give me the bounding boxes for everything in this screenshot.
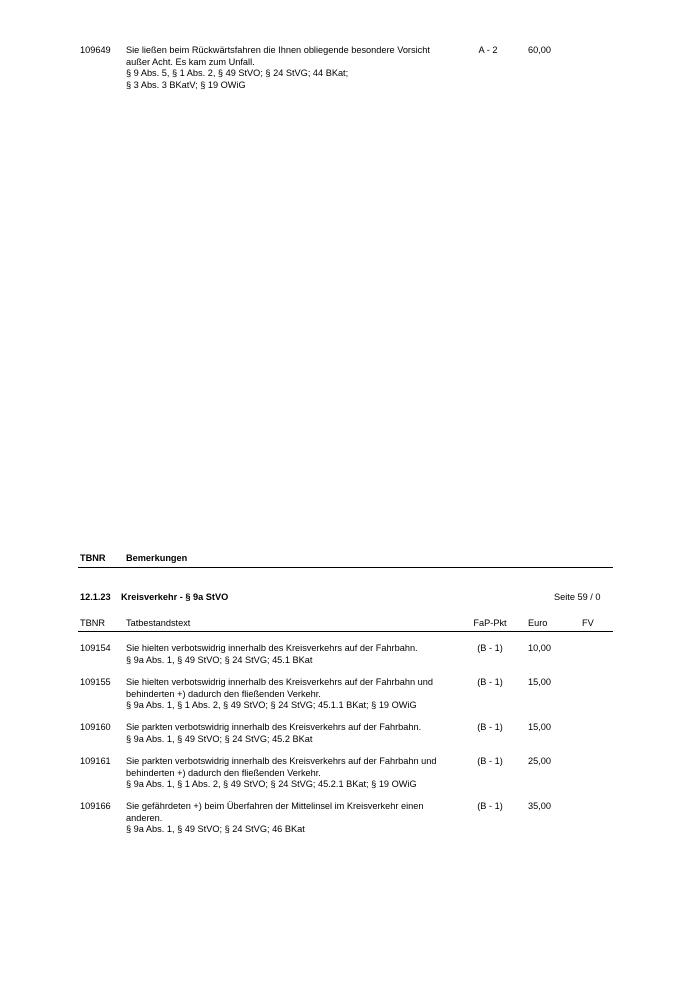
row-text-line: § 9a Abs. 1, § 49 StVO; § 24 StVG; 45.1 BKat (126, 654, 313, 665)
column-header-tbnr: TBNR (80, 618, 106, 628)
row-tbnr: 109161 (80, 756, 111, 766)
row-text-line: behinderten +) dadurch den fließenden Verkehr. (126, 767, 321, 778)
row-fap-points: (B - 1) (477, 677, 503, 687)
row-text (126, 643, 456, 666)
row-fap-points: (B - 1) (477, 643, 503, 653)
section-title: Kreisverkehr - § 9a StVO (121, 592, 229, 602)
column-header-fv: FV (582, 618, 594, 628)
row-text (126, 677, 456, 712)
section-number: 12.1.23 (80, 592, 111, 602)
entry-fap-points: A - 2 (478, 45, 498, 55)
table-header-divider (78, 631, 613, 632)
column-header-text: Tatbestandstext (126, 618, 191, 628)
entry-text-line: außer Acht. Es kam zum Unfall. (126, 56, 255, 67)
entry-euro: 60,00 (528, 45, 551, 55)
row-text-line: § 9a Abs. 1, § 49 StVO; § 24 StVG; 45.2 BKat (126, 733, 313, 744)
row-text-line: § 9a Abs. 1, § 49 StVO; § 24 StVG; 46 BKat (126, 824, 305, 835)
remarks-divider (78, 567, 613, 568)
page-number: Seite 59 / 0 (554, 592, 601, 602)
row-text-line: Sie parkten verbotswidrig innerhalb des Kreisverkehrs auf der Fahrbahn und (126, 756, 437, 766)
row-text (126, 722, 456, 745)
entry-text-line: Sie ließen beim Rückwärtsfahren die Ihnen obliegende besondere Vorsicht (126, 45, 430, 55)
row-euro: 35,00 (528, 801, 551, 811)
remarks-label: Bemerkungen (126, 553, 188, 563)
row-text (126, 801, 456, 836)
remarks-tbnr-label: TBNR (80, 553, 106, 563)
entry-text-line: § 3 Abs. 3 BKatV; § 19 OWiG (126, 79, 246, 90)
row-tbnr: 109154 (80, 643, 111, 653)
row-text-line: § 9a Abs. 1, § 1 Abs. 2, § 49 StVO; § 24 StVG; 45.1.1 BKat; § 19 OWiG (126, 700, 417, 711)
row-text-line: behinderten +) dadurch den fließenden Verkehr. (126, 688, 321, 699)
row-fap-points: (B - 1) (477, 801, 503, 811)
row-euro: 10,00 (528, 643, 551, 653)
row-text-line: anderen. (126, 812, 163, 823)
row-tbnr: 109155 (80, 677, 111, 687)
entry-tbnr: 109649 (80, 45, 111, 55)
row-text (126, 756, 456, 791)
row-euro: 15,00 (528, 677, 551, 687)
row-euro: 25,00 (528, 756, 551, 766)
row-text-line: § 9a Abs. 1, § 1 Abs. 2, § 49 StVO; § 24 StVG; 45.2.1 BKat; § 19 OWiG (126, 779, 417, 790)
entry-text-line: § 9 Abs. 5, § 1 Abs. 2, § 49 StVO; § 24 StVG; 44 BKat; (126, 68, 349, 79)
row-fap-points: (B - 1) (477, 756, 503, 766)
column-header-euro: Euro (528, 618, 548, 628)
row-text-line: Sie hielten verbotswidrig innerhalb des Kreisverkehrs auf der Fahrbahn. (126, 643, 418, 653)
row-fap-points: (B - 1) (477, 722, 503, 732)
entry-text (126, 45, 456, 91)
row-text-line: Sie hielten verbotswidrig innerhalb des Kreisverkehrs auf der Fahrbahn und (126, 677, 433, 687)
column-header-fap: FaP-Pkt (473, 618, 507, 628)
row-tbnr: 109166 (80, 801, 111, 811)
row-text-line: Sie parkten verbotswidrig innerhalb des Kreisverkehrs auf der Fahrbahn. (126, 722, 422, 732)
row-text-line: Sie gefährdeten +) beim Überfahren der Mittelinsel im Kreisverkehr einen (126, 801, 424, 811)
row-euro: 15,00 (528, 722, 551, 732)
row-tbnr: 109160 (80, 722, 111, 732)
